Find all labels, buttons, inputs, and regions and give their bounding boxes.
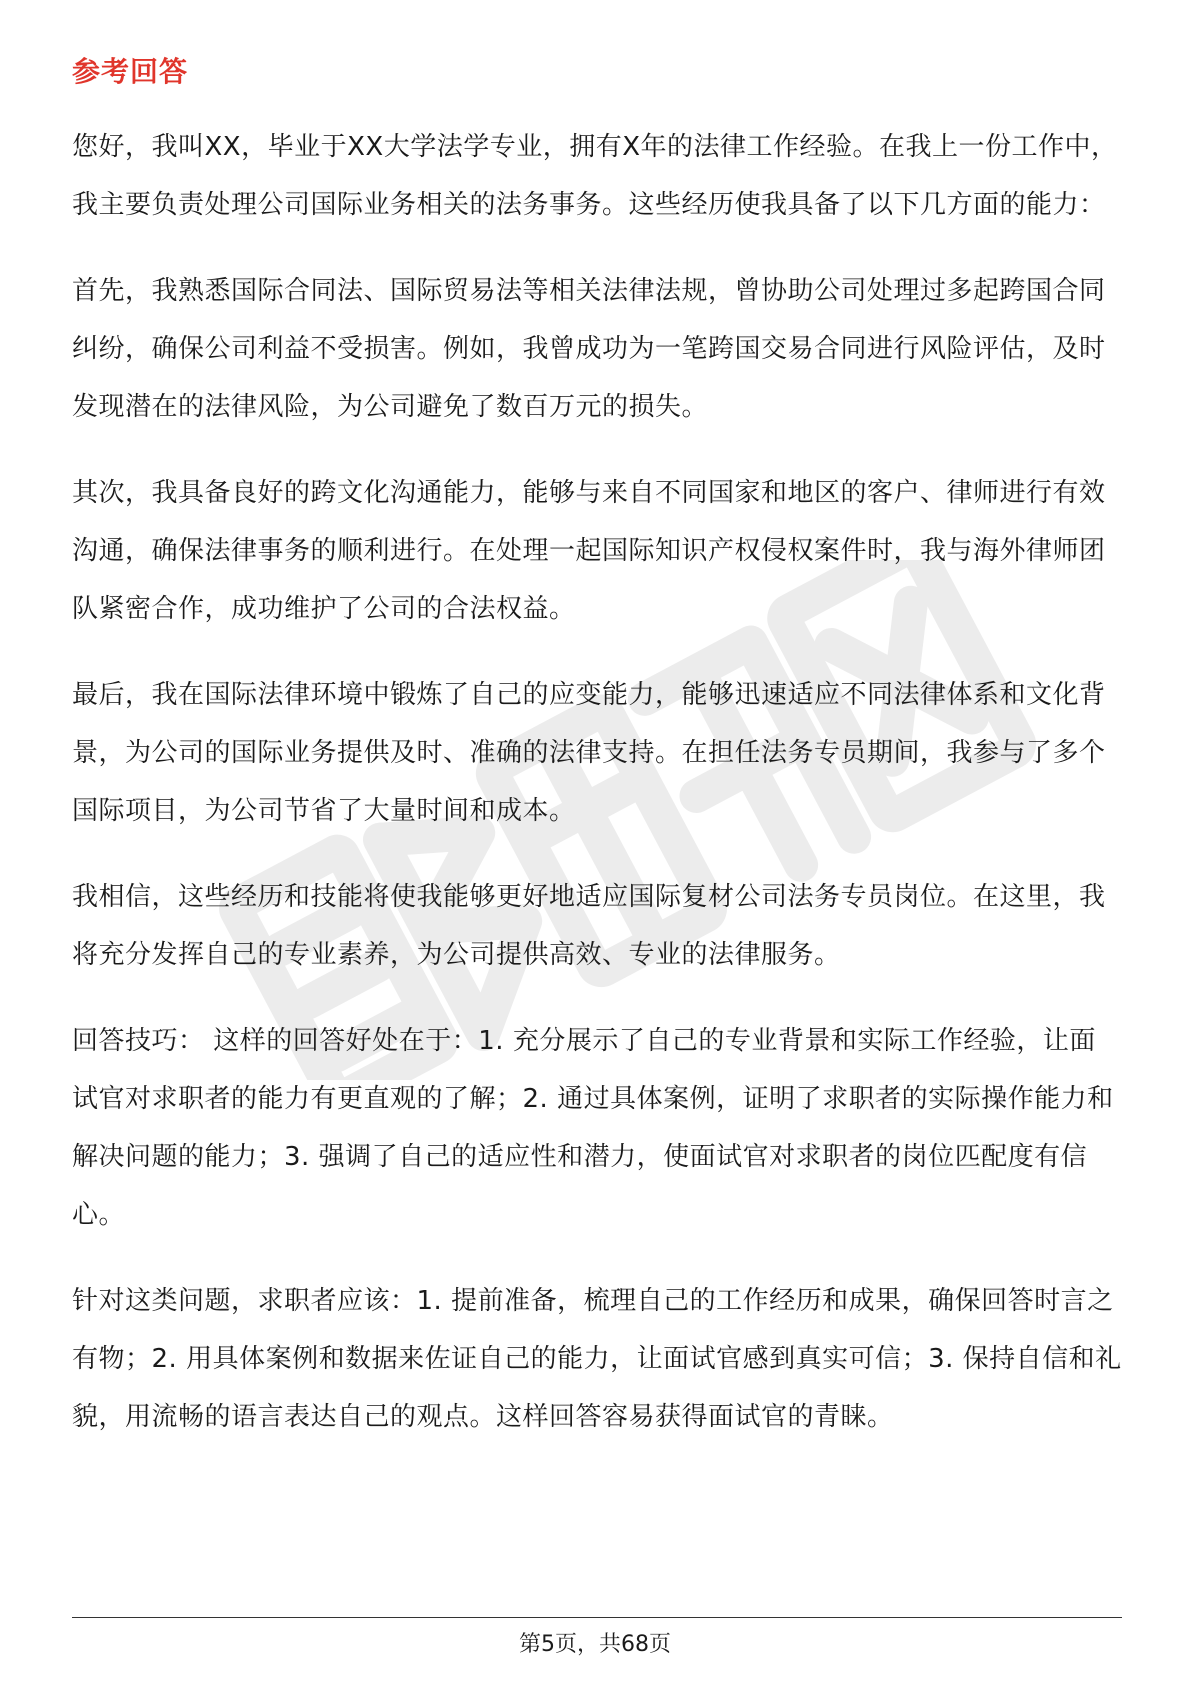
paragraph-first: 首先，我熟悉国际合同法、国际贸易法等相关法律法规，曾协助公司处理过多起跨国合同纠纷，确保公司利益不受损害。例如，我曾成功为一笔跨国交易合同进行风险评估，及时发现潜在的法律风险，为公司避免了数百万元的损失。 xyxy=(72,276,1106,422)
paragraph-finally: 最后，我在国际法律环境中锻炼了自己的应变能力，能够迅速适应不同法律体系和文化背景，为公司的国际业务提供及时、准确的法律支持。在担任法务专员期间，我参与了多个国际项目，为公司节省了大量时间和成本。 xyxy=(72,680,1106,826)
section-title: 参考回答 xyxy=(72,55,189,88)
paragraph-answer-tips: 回答技巧： 这样的回答好处在于：1. 充分展示了自己的专业背景和实际工作经验，让面试官对求职者的能力有更直观的了解；2. 通过具体案例，证明了求职者的实际操作能力和解决问题的能力；3. 强调了自己的适应性和潜力，使面试官对求职者的岗位匹配度有信心。 xyxy=(72,1026,1114,1230)
paragraph-second: 其次，我具备良好的跨文化沟通能力，能够与来自不同国家和地区的客户、律师进行有效沟通，确保法律事务的顺利进行。在处理一起国际知识产权侵权案件时，我与海外律师团队紧密合作，成功维护了公司的合法权益。 xyxy=(72,478,1106,624)
document-body xyxy=(72,48,1122,1474)
paragraph-intro: 您好，我叫XX，毕业于XX大学法学专业，拥有X年的法律工作经验。在我上一份工作中，我主要负责处理公司国际业务相关的法务事务。这些经历使我具备了以下几方面的能力： xyxy=(72,132,1118,220)
page-number: 第5页，共68页 xyxy=(519,1632,671,1657)
paragraph-conclusion: 我相信，这些经历和技能将使我能够更好地适应国际复材公司法务专员岗位。在这里，我将充分发挥自己的专业素养，为公司提供高效、专业的法律服务。 xyxy=(72,882,1106,970)
footer-divider xyxy=(72,1617,1122,1618)
paragraph-advice: 针对这类问题，求职者应该：1. 提前准备，梳理自己的工作经历和成果，确保回答时言之有物；2. 用具体案例和数据来佐证自己的能力，让面试官感到真实可信；3. 保持自信和礼貌，用流畅的语言表达自己的观点。这样回答容易获得面试官的青睐。 xyxy=(72,1286,1122,1432)
